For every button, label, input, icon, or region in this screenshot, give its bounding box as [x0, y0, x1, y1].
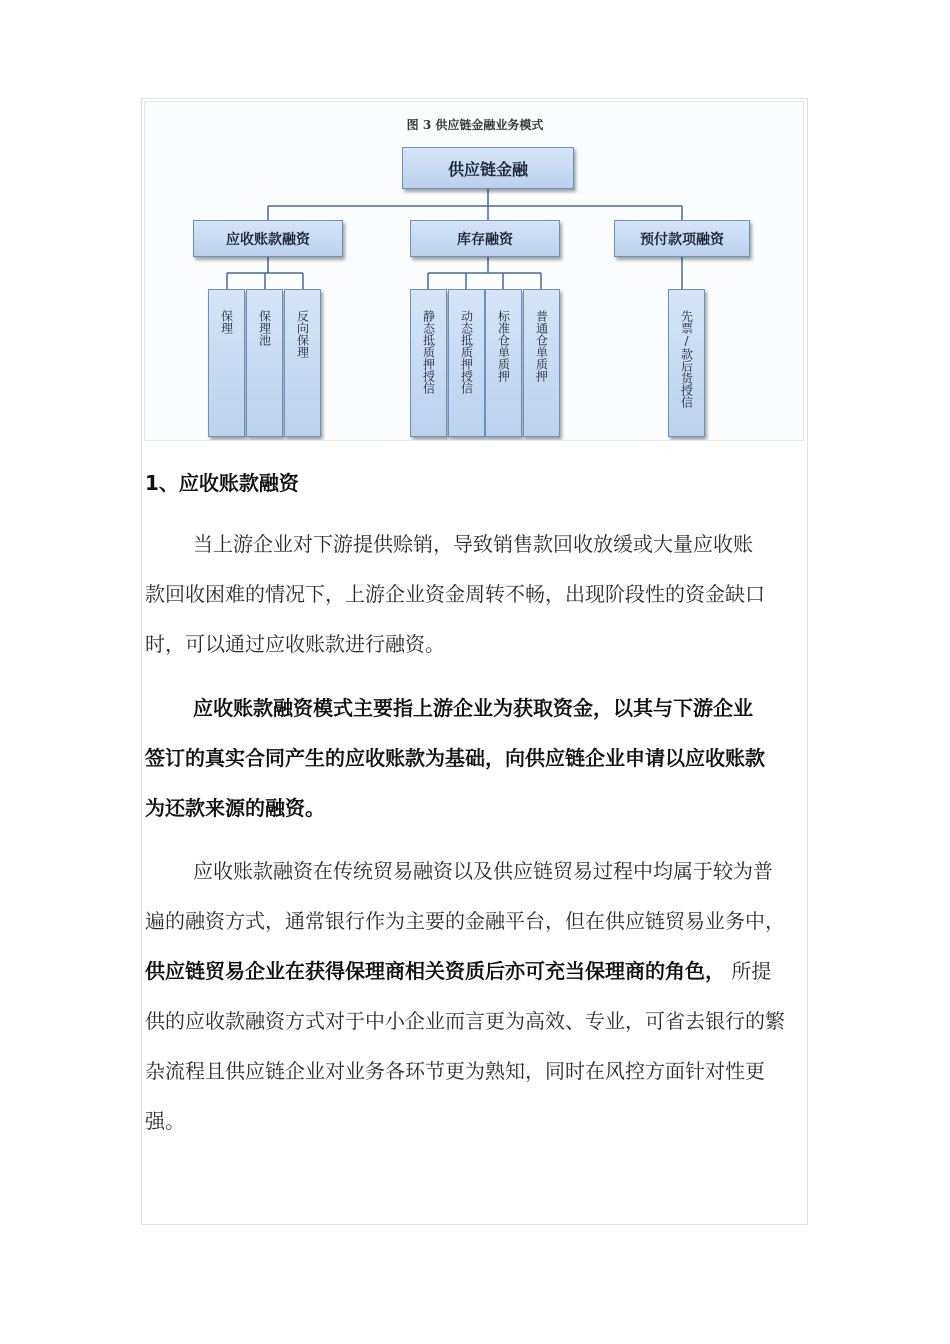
section-heading: 1、应收账款融资: [145, 471, 299, 495]
leaf-dynamic-pledge: 动态抵质押授信: [448, 289, 485, 437]
paragraph-1: [145, 519, 765, 669]
paragraph-1-text: 当上游企业对下游提供赊销，导致销售款回收放缓或大量应收账款回收困难的情况下，上游企业资金周转不畅，出现阶段性的资金缺口时，可以通过应收账款进行融资。: [145, 532, 765, 656]
leaf-factoring-pool: 保理池: [246, 289, 283, 437]
org-chart-figure: [144, 101, 804, 441]
figure-caption: 图 3 供应链金融业务模式: [406, 118, 544, 132]
branch-receivables: 应收账款融资: [193, 220, 343, 257]
leaf-reverse-factoring: 反向保理: [284, 289, 321, 437]
branch-inventory: 库存融资: [410, 220, 560, 257]
paragraph-3-emphasis: 供应链贸易企业在获得保理商相关资质后亦可充当保理商的角色，: [145, 959, 725, 983]
paragraph-2-text: 应收账款融资模式主要指上游企业为获取资金，以其与下游企业签订的真实合同产生的应收账款为基础，向供应链企业申请以应收账款为还款来源的融资。: [145, 696, 765, 820]
leaf-static-pledge: 静态抵质押授信: [410, 289, 447, 437]
paragraph-3-text-a: 应收账款融资在传统贸易融资以及供应链贸易过程中均属于较为普遍的融资方式，通常银行作为主要的金融平台，但在供应链贸易业务中，: [145, 859, 785, 933]
branch-prepayment: 预付款项融资: [614, 220, 750, 257]
paragraph-3-text-b: 所提供的应收款融资方式对于中小企业而言更为高效、专业，可省去银行的繁杂流程且供应链企业对业务各环节更为熟知，同时在风控方面针对性更强。: [145, 959, 785, 1133]
leaf-prepay-credit: 先票/款后货授信: [668, 289, 705, 437]
paragraph-3: [145, 846, 785, 1146]
leaf-factoring: 保理: [208, 289, 245, 437]
root-node: 供应链金融: [402, 147, 574, 189]
leaf-ordinary-warrant: 普通仓单质押: [523, 289, 560, 437]
leaf-standard-warrant: 标准仓单质押: [485, 289, 522, 437]
paragraph-2: [145, 683, 765, 833]
